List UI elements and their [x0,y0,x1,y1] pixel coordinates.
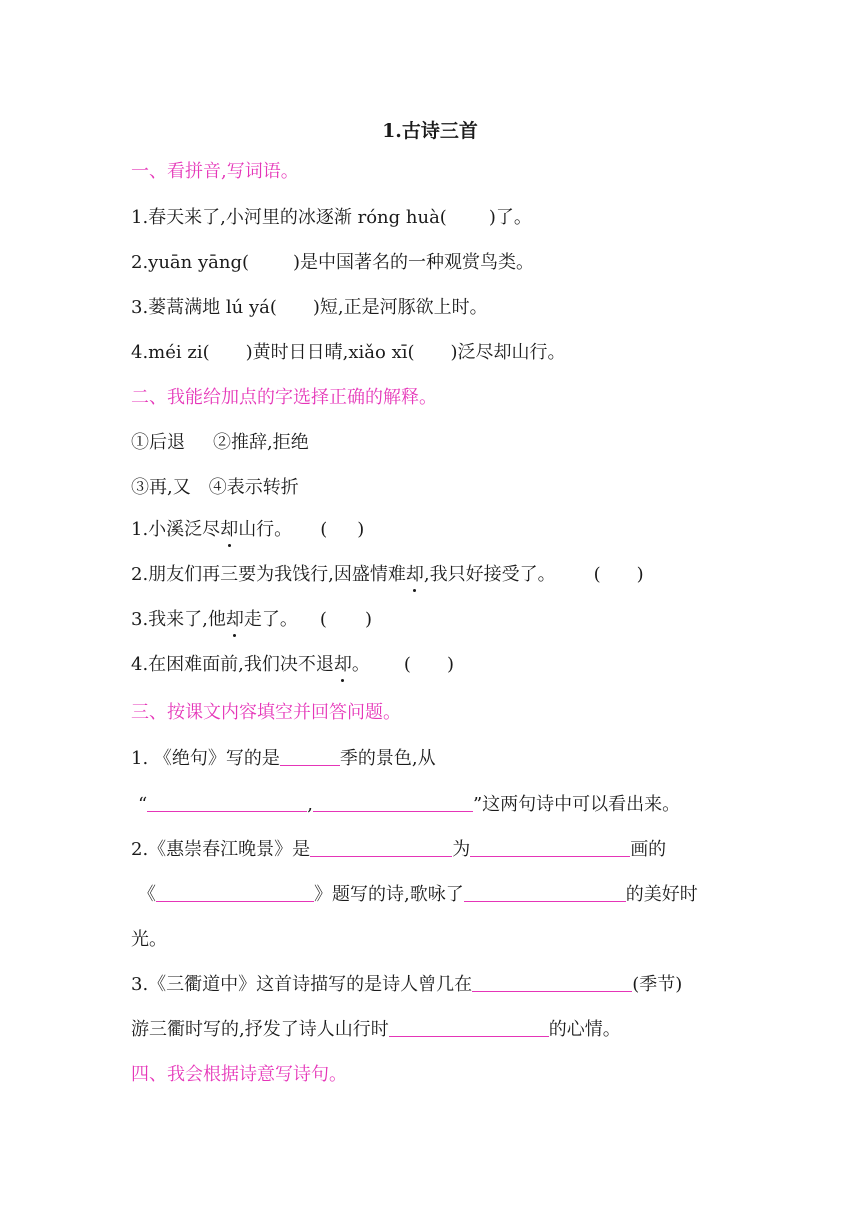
section-4-heading: 四、我会根据诗意写诗句。 [131,1064,347,1085]
s2-q1-paren-open: ( [320,519,328,540]
fill-blank[interactable] [470,838,630,857]
s3-q3-line-1: 3.《三衢道中》这首诗描写的是诗人曾几在 (季节) [131,974,683,995]
s3-q1-line-1: 1. 《绝句》写的是 季的景色,从 [131,748,436,769]
s1-q3-text-before: 3.蒌蒿满地 lú yá( [131,297,277,318]
page-title: 1.古诗三首 [382,120,478,142]
fill-blank[interactable] [147,793,307,812]
dotted-character: 却 [225,609,244,630]
dotted-character: 却 [405,564,424,585]
s2-question-2: 2.朋友们再三要为我饯行,因盛情难却,我只好接受了。 ( ) [131,564,644,585]
s1-q3-text-after: )短,正是河豚欲上时。 [312,297,488,318]
s3-q3-line-2: 游三衢时写的,抒发了诗人山行时 的心情。 [131,1019,621,1040]
dotted-character: 却 [333,654,352,675]
s1-question-4 [131,341,566,365]
s1-question-1 [131,206,532,230]
s2-options-row-2 [131,476,299,500]
s1-q4-text-before: 4.méi zi( [131,342,210,363]
s2-q3-paren-open: ( [319,609,327,630]
s2-question-1: 1.小溪泛尽却山行。 ( ) [131,519,365,540]
section-3-heading: 三、按课文内容填空并回答问题。 [131,702,401,723]
s2-option-2: ②推辞,拒绝 [213,432,309,453]
fill-blank[interactable] [472,973,632,992]
fill-blank[interactable] [310,838,452,857]
s2-option-3: ③再,又 [131,477,191,498]
section-1-heading: 一、看拼音,写词语。 [131,161,299,182]
dotted-character: 却 [220,519,239,540]
fill-blank[interactable] [464,883,626,902]
s2-question-4: 4.在困难面前,我们决不退却。 ( ) [131,654,454,675]
fill-blank[interactable] [389,1018,549,1037]
s3-q1-line-2: “ , ”这两句诗中可以看出来。 [138,794,681,815]
section-2-heading: 二、我能给加点的字选择正确的解释。 [131,387,437,408]
s2-option-4: ④表示转折 [208,477,299,498]
s1-q4-text-mid: )黄时日日晴,xiǎo xī( [245,342,415,363]
s2-options-row-1 [131,431,309,455]
fill-blank[interactable] [156,883,314,902]
fill-blank[interactable] [280,747,340,766]
s1-q2-text-after: )是中国著名的一种观赏鸟类。 [293,252,535,273]
s2-q2-paren-open: ( [593,564,601,585]
s3-q2-line-2: 《 》题写的诗,歌咏了 的美好时 [138,884,698,905]
s1-question-2 [131,251,534,275]
s2-q4-paren-open: ( [403,654,411,675]
s1-question-3 [131,296,488,320]
s3-q2-line-1: 2.《惠崇春江晚景》是 为 画的 [131,839,667,860]
s1-q2-text-before: 2.yuān yāng( [131,252,250,273]
s3-q2-line-3: 光。 [131,929,167,950]
fill-blank[interactable] [313,793,473,812]
s2-option-1: ①后退 [131,432,185,453]
s1-q1-text-before: 1.春天来了,小河里的冰逐渐 róng huà( [131,207,447,228]
s1-q1-text-after: )了。 [488,207,532,228]
s2-question-3: 3.我来了,他却走了。 ( ) [131,609,372,630]
s1-q4-text-after: )泛尽却山行。 [450,342,566,363]
